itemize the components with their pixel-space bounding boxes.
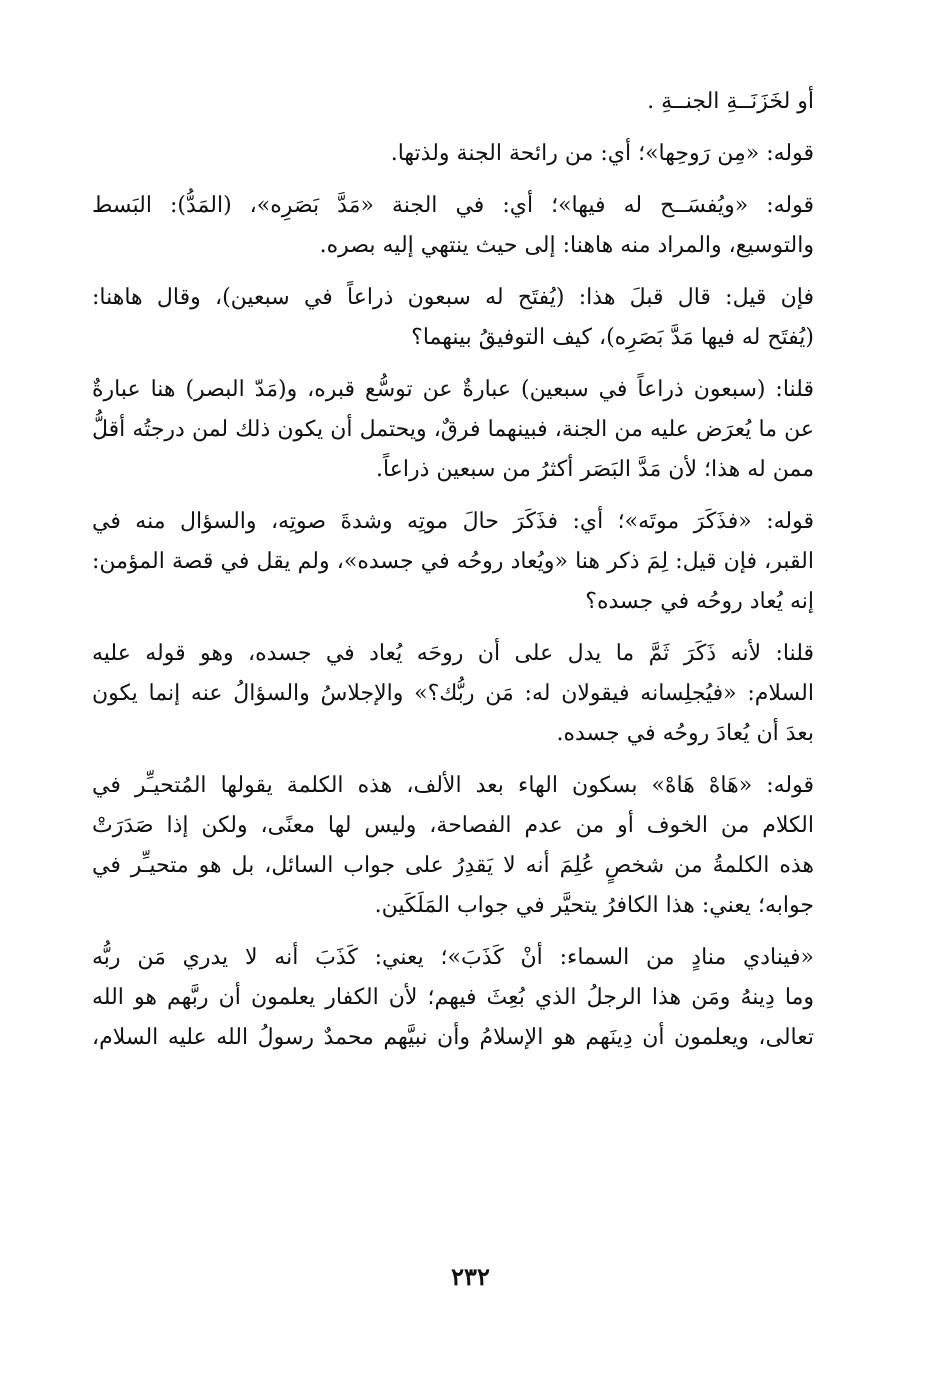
- text-line: (يُفتَح له فيها مَدَّ بَصَرِه)، كيف التوفيقُ بينهما؟: [411, 325, 814, 350]
- page-number: ٢٣٢: [451, 1262, 490, 1291]
- text-line: قوله: «مِن رَوحِها»؛ أي: من رائحة الجنة ولذتها.: [390, 141, 814, 166]
- text-line: والتوسيع، والمراد منه هاهنا: إلى حيث ينتهي إليه بصره.: [319, 233, 814, 258]
- text-line: قوله: «ويُفسَــح له فيها»؛ أي: في الجنة «مَدَّ بَصَرِه»، (المَدُّ): البَسط: [92, 193, 814, 218]
- text-line: عن ما يُعرَض عليه من الجنة، فبينهما فرقٌ، ويحتمل أن يكون ذلك لمن درجتُه أقلُّ: [92, 417, 814, 442]
- paragraph: [92, 134, 814, 174]
- text-line: إنه يُعاد روحُه في جسده؟: [585, 589, 814, 614]
- paragraph: [92, 938, 814, 1058]
- paragraph: [92, 766, 814, 926]
- text-line: قلنا: (سبعون ذراعاً في سبعين) عبارةٌ عن توسُّع قبره، و(مَدّ البصر) هنا عبارةٌ: [92, 377, 814, 402]
- text-line: أو لخَزَنَــةِ الجنــةِ .: [647, 89, 814, 114]
- text-line: «فينادي منادٍ من السماء: أنْ كَذَبَ»؛ يعني: كَذَبَ أنه لا يدري مَن ربُّه: [92, 945, 814, 970]
- text-line: ممن له هذا؛ لأن مَدَّ البَصَر أكثرُ من سبعين ذراعاً.: [376, 457, 814, 482]
- paragraph: [92, 502, 814, 622]
- paragraph: [92, 82, 814, 122]
- text-line: قوله: «فذَكَرَ موتَه»؛ أي: فذَكَرَ حالَ موتِه وشدةَ صوتِه، والسؤال منه في: [92, 509, 814, 534]
- text-line: تعالى، ويعلمون أن دِينَهم هو الإسلامُ وأن نبيَّهم محمدٌ رسولُ الله عليه السلام،: [92, 1025, 814, 1050]
- page-body: [92, 82, 814, 1070]
- text-line: الكلام من الخوف أو من عدم الفصاحة، وليس لها معنًى، ولكن إذا صَدَرَتْ: [92, 813, 814, 838]
- paragraph: [92, 278, 814, 358]
- text-line: قلنا: لأنه ذَكَرَ ثَمَّ ما يدل على أن روحَه يُعاد في جسده، وهو قوله عليه: [92, 641, 814, 666]
- text-line: السلام: «فيُجلِسانه فيقولان له: مَن ربُّك؟» والإجلاسُ والسؤالُ عنه إنما يكون: [92, 681, 814, 706]
- paragraph: [92, 186, 814, 266]
- text-line: فإن قيل: قال قبلَ هذا: (يُفتَح له سبعون ذراعاً في سبعين)، وقال هاهنا:: [92, 285, 814, 310]
- text-line: قوله: «هَاهْ هَاهْ» بسكون الهاء بعد الألف، هذه الكلمة يقولها المُتحيـِّر في: [92, 773, 814, 798]
- text-line: القبر، فإن قيل: لِمَ ذكر هنا «ويُعاد روحُه في جسده»، ولم يقل في قصة المؤمن:: [92, 549, 814, 574]
- text-line: جوابه؛ يعني: هذا الكافرُ يتحيَّر في جواب المَلَكَين.: [374, 893, 814, 918]
- paragraph: [92, 370, 814, 490]
- paragraph: [92, 634, 814, 754]
- text-line: وما دِينهُ ومَن هذا الرجلُ الذي بُعِثَ فيهم؛ لأن الكفار يعلمون أن ربَّهم هو الله: [92, 985, 814, 1010]
- text-line: بعدَ أن يُعادَ روحُه في جسده.: [556, 721, 814, 746]
- text-line: هذه الكلمةُ من شخصٍ عُلِمَ أنه لا يَقدِرُ على جواب السائل، بل هو متحيـِّر في: [92, 853, 814, 878]
